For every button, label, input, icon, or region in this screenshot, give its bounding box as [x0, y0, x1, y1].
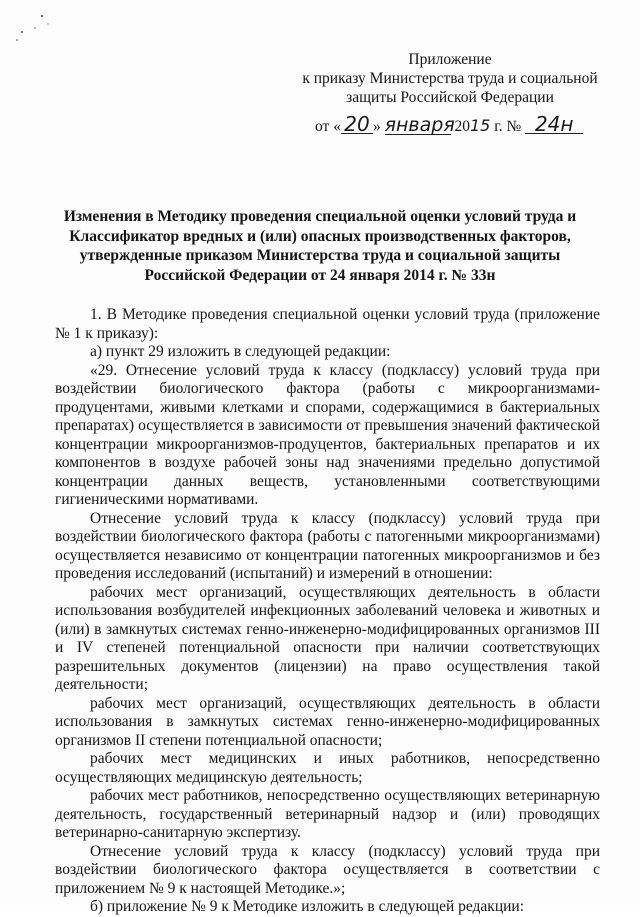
approval-ministry: защиты Российской Федерации: [346, 89, 554, 106]
heading-line: утвержденные приказом Министерства труда и социальной защиты: [79, 247, 561, 264]
document-body: [55, 306, 600, 917]
order-prefix: от «: [315, 118, 341, 135]
list-item-pathogen-orgs: рабочих мест организаций, осуществляющих деятельность в области использования возбудителей инфекционных заболеваний человека и животных и (или) в замкнутых системах генно-инженерно-модифицированных организмов III и IV степеней потенциальной опасности при наличии соответствующих разрешительных документов (лицензии) на право осуществления такой деятельности;: [55, 583, 600, 693]
order-date-line: [315, 114, 583, 140]
order-year-handwritten: 15: [469, 116, 491, 135]
list-item-gmo-orgs: рабочих мест организаций, осуществляющих деятельность в области использования в замкнутых системах генно-инженерно-модифицированных организмов II степени потенциальной опасности;: [55, 694, 600, 749]
order-year-prefix: 20: [454, 118, 470, 135]
list-item-medical: рабочих мест медицинских и иных работников, непосредственно осуществляющих медицинскую деятельность;: [55, 750, 600, 786]
order-number-handwritten: 24н: [525, 115, 583, 134]
list-item-veterinary: рабочих мест работников, непосредственно осуществляющих ветеринарную деятельность, государственный ветеринарный надзор и (или) проводящих ветеринарно-санитарную экспертизу.: [55, 787, 600, 841]
paragraph-pathogens: Отнесение условий труда к классу (подклассу) условий труда при воздействии биологического фактора (работы с патогенными микроорганизмами) осуществляется независимо от концентрации патогенных микроорганизмов и без проведения исследований (испытаний) и измерений в отношении:: [55, 509, 600, 582]
order-quote-close: »: [372, 118, 381, 135]
approval-title: Приложение: [408, 51, 492, 68]
approval-block: [300, 50, 600, 107]
scan-specks: [8, 10, 68, 50]
approval-order-ref: к приказу Министерства труда и социальной: [302, 70, 598, 87]
paragraph-item-1: 1. В Методике проведения специальной оценки условий труда (приложение № 1 к приказу):: [55, 306, 600, 342]
paragraph-point-29: «29. Отнесение условий труда к классу (подклассу) условий труда при воздействии биологического фактора (работы с микроорганизмами-продуцентами, живыми клетками и спорами, содержащимися в бактериальных препаратах) осуществляется в зависимости от превышения значений фактической концентрации микроорганизмов-продуцентов, бактериальных препаратов и их компонентов в воздухе рабочей зоны над значениями предельно допустимой концентрации данных веществ, установленными соответствующими гигиеническими нормативами.: [55, 361, 600, 508]
order-month-handwritten: января: [384, 114, 455, 136]
heading-line: Российской Федерации от 24 января 2014 г. № 33н: [144, 266, 496, 284]
paragraph-subitem-a: а) пункт 29 изложить в следующей редакции:: [90, 343, 391, 360]
heading-line: Классификатор вредных и (или) опасных производственных факторов,: [69, 227, 571, 245]
paragraph-subitem-b: б) приложение № 9 к Методике изложить в следующей редакции:: [90, 898, 525, 915]
order-year-label: г. №: [494, 118, 522, 135]
heading-line: Изменения в Методику проведения специальной оценки условий труда и: [63, 208, 577, 225]
paragraph-appendix-9-ref: Отнесение условий труда к классу (подклассу) условий труда при воздействии биологического фактора осуществляется в соответствии с приложением № 9 к настоящей Методике.»;: [55, 842, 600, 897]
order-day-handwritten: 20: [341, 115, 373, 134]
document-heading: [50, 207, 590, 285]
